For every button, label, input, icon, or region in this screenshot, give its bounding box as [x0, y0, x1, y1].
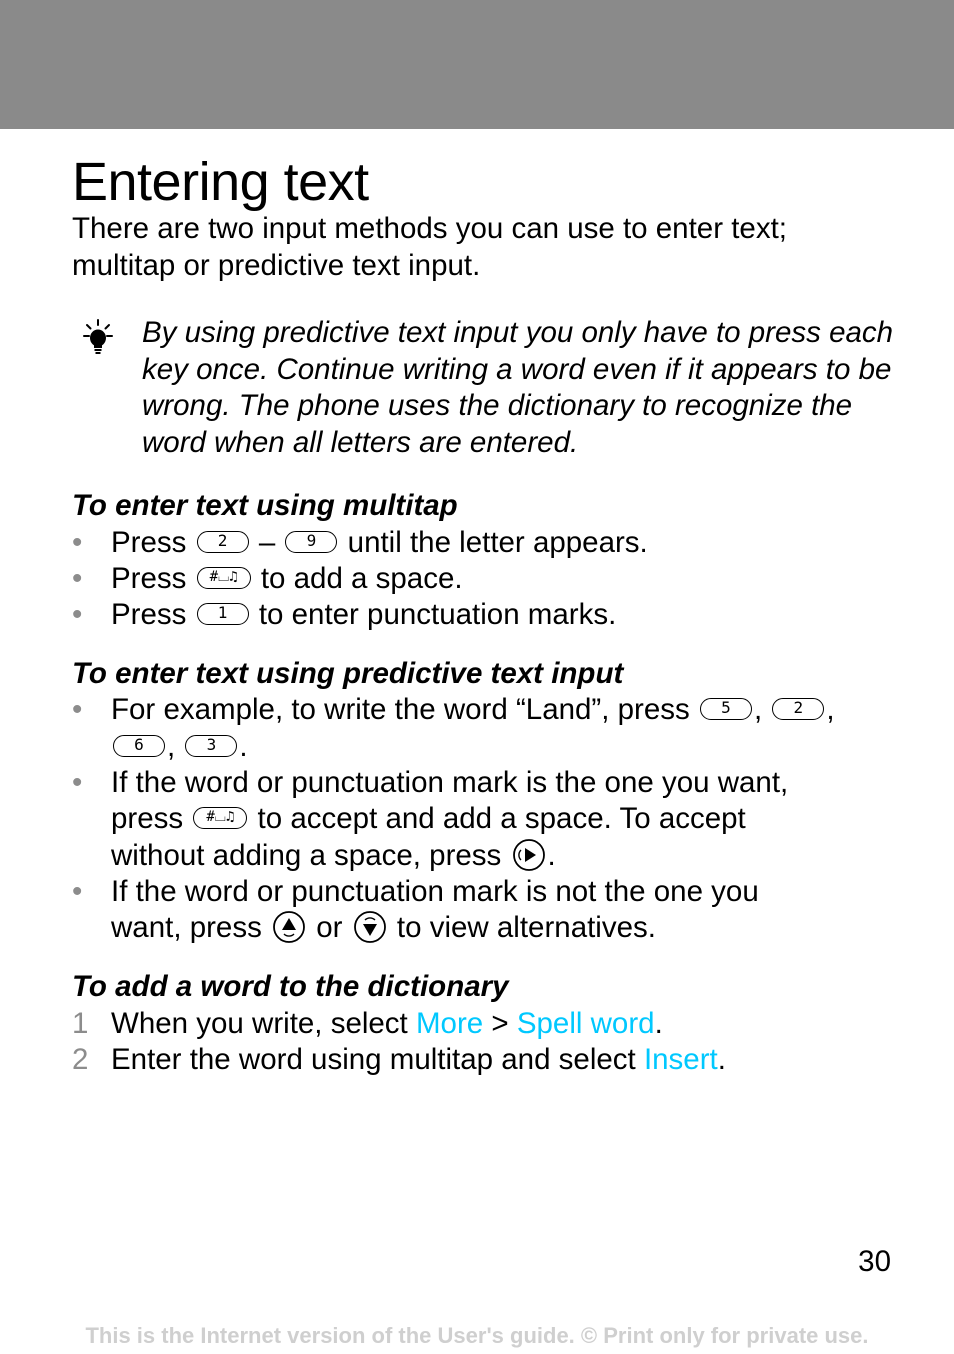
key-3-icon: 3 — [185, 735, 237, 757]
bullet-dot: • — [72, 598, 83, 631]
navigation-right-icon — [512, 838, 546, 872]
key-5-icon: 5 — [700, 698, 752, 720]
press-text: Press — [111, 598, 187, 631]
press-text: Press — [111, 526, 187, 559]
page-title: Entering text — [72, 152, 369, 212]
item-text: to view alternatives. — [396, 911, 656, 944]
tip-text: By using predictive text input you only have to press each key once. Continue writing a word even if it appears to be wrong. The phone uses the dictionary to recognize the word when all letters are entered. — [142, 316, 894, 459]
bullet-dot: • — [72, 526, 83, 559]
item-text: to enter punctuation marks. — [258, 598, 617, 631]
footer-notice: This is the Internet version of the User's guide. © Print only for private use. — [85, 1323, 869, 1348]
step-number: 2 — [72, 1043, 89, 1076]
intro-paragraph: There are two input methods you can use to enter text; multitap or predictive text input. — [72, 212, 787, 282]
key-hash-icon: #⌴♫ — [197, 567, 251, 589]
bullet-dot: • — [72, 875, 83, 908]
list-item — [111, 525, 901, 562]
bullet-dot: • — [72, 693, 83, 726]
list-item — [111, 874, 901, 911]
key-2-icon: 2 — [772, 698, 824, 720]
item-text: If the word or punctuation mark is the one you want, — [111, 766, 789, 799]
bullet-dot: • — [72, 766, 83, 799]
page-number: 30 — [858, 1245, 891, 1278]
item-text: to add a space. — [260, 562, 463, 595]
item-text: without adding a space, press — [111, 839, 502, 872]
list-item — [111, 561, 901, 598]
list-item-continued — [111, 801, 901, 838]
key-2-icon: 2 — [197, 531, 249, 553]
navigation-up-icon — [272, 910, 306, 944]
list-item — [111, 597, 901, 634]
or-text: or — [316, 911, 343, 944]
step-item: When you write, select More > Spell word. — [111, 1007, 663, 1040]
lightbulb-icon — [78, 318, 118, 360]
press-text: Press — [111, 562, 187, 595]
dictionary-heading: To add a word to the dictionary — [72, 970, 509, 1003]
list-item — [111, 765, 901, 802]
list-item-continued: without adding a space, press . — [111, 839, 556, 872]
list-item-continued: 6 , 3 . — [111, 729, 901, 766]
item-text: press — [111, 802, 184, 835]
predictive-heading: To enter text using predictive text input — [72, 657, 624, 690]
list-item: For example, to write the word “Land”, press 5 , 2 , — [111, 693, 835, 726]
header-band — [0, 0, 954, 129]
step-text: Enter the word using multitap and select — [111, 1043, 636, 1076]
menu-more: More — [415, 1007, 484, 1040]
multitap-heading: To enter text using multitap — [72, 489, 458, 522]
item-text: If the word or punctuation mark is not the one you — [111, 875, 759, 908]
menu-separator: > — [491, 1007, 509, 1040]
item-text: to accept and add a space. To accept — [257, 802, 746, 835]
item-text: until the letter appears. — [347, 526, 648, 559]
menu-spell-word: Spell word — [516, 1007, 655, 1040]
key-1-icon: 1 — [197, 603, 249, 625]
step-number: 1 — [72, 1007, 89, 1040]
dash: – — [258, 526, 276, 559]
list-item-continued — [111, 910, 901, 947]
navigation-down-icon — [353, 910, 387, 944]
key-6-icon: 6 — [113, 735, 165, 757]
menu-insert: Insert — [643, 1043, 718, 1076]
key-9-icon: 9 — [285, 531, 337, 553]
key-hash-icon: #⌴♫ — [193, 807, 247, 829]
item-text: want, press — [111, 911, 262, 944]
item-text: For example, to write the word “Land”, press — [111, 693, 690, 726]
step-item: Enter the word using multitap and select Insert. — [111, 1043, 726, 1076]
step-text: When you write, select — [111, 1007, 408, 1040]
bullet-dot: • — [72, 562, 83, 595]
